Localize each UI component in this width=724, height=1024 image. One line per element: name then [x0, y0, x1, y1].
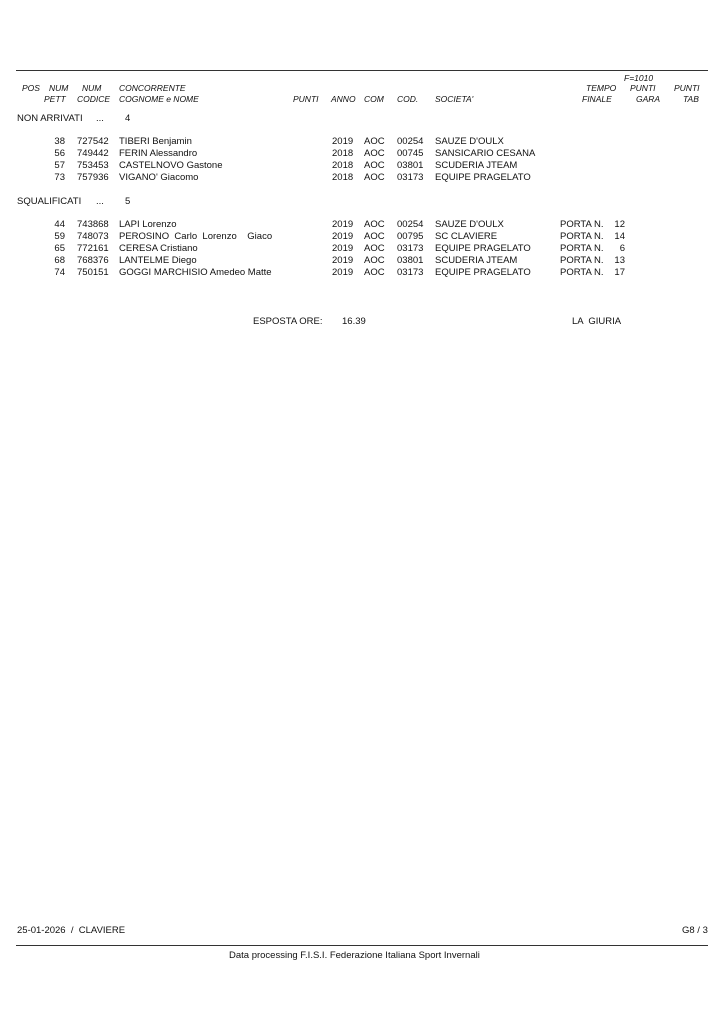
- porta-label: PORTA N.: [560, 231, 604, 242]
- societa: SANSICARIO CESANA: [435, 148, 536, 159]
- codice: 772161: [77, 243, 109, 254]
- cod: 03173: [397, 172, 424, 183]
- section-dots: ...: [96, 113, 104, 124]
- com: AOC: [364, 172, 385, 183]
- societa: SC CLAVIERE: [435, 231, 498, 242]
- cod: 00254: [397, 136, 424, 147]
- pett: 74: [54, 267, 65, 278]
- codice: 753453: [77, 160, 109, 171]
- nome: LAPI Lorenzo: [119, 219, 177, 230]
- pett: 59: [54, 231, 65, 242]
- porta-number: 17: [614, 267, 625, 278]
- nome: FERIN Alessandro: [119, 148, 198, 159]
- nome: CERESA Cristiano: [119, 243, 198, 254]
- nome: VIGANO' Giacomo: [119, 172, 199, 183]
- com: AOC: [364, 219, 385, 230]
- cod: 00795: [397, 231, 424, 242]
- societa: SCUDERIA JTEAM: [435, 160, 518, 171]
- com: AOC: [364, 160, 385, 171]
- col-com: COM: [364, 94, 384, 104]
- col-cognome-nome: COGNOME e NOME: [119, 94, 199, 104]
- pett: 65: [54, 243, 65, 254]
- col-pett: PETT: [44, 94, 66, 104]
- col-societa: SOCIETA': [435, 94, 474, 104]
- anno: 2018: [332, 160, 354, 171]
- section-count: 4: [125, 113, 131, 124]
- societa: EQUIPE PRAGELATO: [435, 172, 531, 183]
- section-dots: ...: [96, 196, 104, 207]
- anno: 2018: [332, 172, 354, 183]
- codice: 768376: [77, 255, 109, 266]
- col-gara: GARA: [636, 94, 661, 104]
- footer-date-place: 25-01-2026 / CLAVIERE: [17, 925, 126, 936]
- societa: SAUZE D'OULX: [435, 219, 504, 230]
- col-tempo: TEMPO: [586, 83, 617, 93]
- com: AOC: [364, 255, 385, 266]
- section-count: 5: [125, 196, 131, 207]
- porta-number: 13: [614, 255, 625, 266]
- top-rule: [16, 70, 708, 71]
- societa: EQUIPE PRAGELATO: [435, 267, 531, 278]
- nome: PEROSINO Carlo Lorenzo Giaco: [119, 231, 273, 242]
- pett: 57: [54, 160, 65, 171]
- porta-number: 12: [614, 219, 625, 230]
- section-label-squalificati: SQUALIFICATI: [17, 196, 82, 207]
- codice: 727542: [77, 136, 109, 147]
- pett: 44: [54, 219, 65, 230]
- col-num-pett: NUM: [49, 83, 69, 93]
- porta-label: PORTA N.: [560, 219, 604, 230]
- nome: CASTELNOVO Gastone: [119, 160, 223, 171]
- com: AOC: [364, 243, 385, 254]
- codice: 743868: [77, 219, 109, 230]
- codice: 748073: [77, 231, 109, 242]
- col-punti-tab-top: PUNTI: [674, 83, 700, 93]
- cod: 03173: [397, 267, 424, 278]
- codice: 749442: [77, 148, 109, 159]
- porta-label: PORTA N.: [560, 243, 604, 254]
- esposta-label: ESPOSTA ORE:: [253, 316, 323, 327]
- nome: TIBERI Benjamin: [119, 136, 192, 147]
- societa: EQUIPE PRAGELATO: [435, 243, 531, 254]
- porta-number: 6: [619, 243, 625, 254]
- footer-credit: Data processing F.I.S.I. Federazione Italiana Sport Invernali: [229, 950, 480, 961]
- col-codice: CODICE: [77, 94, 111, 104]
- footer-page-number: G8 / 3: [682, 925, 708, 936]
- com: AOC: [364, 231, 385, 242]
- cod: 03801: [397, 255, 424, 266]
- anno: 2019: [332, 267, 354, 278]
- societa: SCUDERIA JTEAM: [435, 255, 518, 266]
- cod: 00254: [397, 219, 424, 230]
- pett: 56: [54, 148, 65, 159]
- codice: 757936: [77, 172, 109, 183]
- section-label-non-arrivati: NON ARRIVATI: [17, 113, 83, 124]
- com: AOC: [364, 267, 385, 278]
- col-tab: TAB: [683, 94, 699, 104]
- anno: 2019: [332, 231, 354, 242]
- col-finale: FINALE: [582, 94, 612, 104]
- giuria-label: LA GIURIA: [572, 316, 622, 327]
- f-label: F=1010: [624, 73, 654, 83]
- col-num-codice: NUM: [82, 83, 102, 93]
- porta-number: 14: [614, 231, 625, 242]
- com: AOC: [364, 148, 385, 159]
- anno: 2019: [332, 136, 354, 147]
- footer-rule: [16, 945, 708, 946]
- cod: 03801: [397, 160, 424, 171]
- cod: 03173: [397, 243, 424, 254]
- cod: 00745: [397, 148, 424, 159]
- pett: 68: [54, 255, 65, 266]
- col-cod: COD.: [397, 94, 419, 104]
- pett: 73: [54, 172, 65, 183]
- anno: 2019: [332, 255, 354, 266]
- col-pos: POS: [22, 83, 40, 93]
- col-punti: PUNTI: [293, 94, 319, 104]
- pett: 38: [54, 136, 65, 147]
- anno: 2018: [332, 148, 354, 159]
- col-punti-gara-top: PUNTI: [630, 83, 656, 93]
- anno: 2019: [332, 219, 354, 230]
- codice: 750151: [77, 267, 109, 278]
- porta-label: PORTA N.: [560, 255, 604, 266]
- anno: 2019: [332, 243, 354, 254]
- com: AOC: [364, 136, 385, 147]
- esposta-time: 16.39: [342, 316, 366, 327]
- societa: SAUZE D'OULX: [435, 136, 504, 147]
- col-concorrente: CONCORRENTE: [119, 83, 186, 93]
- porta-label: PORTA N.: [560, 267, 604, 278]
- col-anno: ANNO: [331, 94, 356, 104]
- nome: GOGGI MARCHISIO Amedeo Matte: [119, 267, 272, 278]
- nome: LANTELME Diego: [119, 255, 197, 266]
